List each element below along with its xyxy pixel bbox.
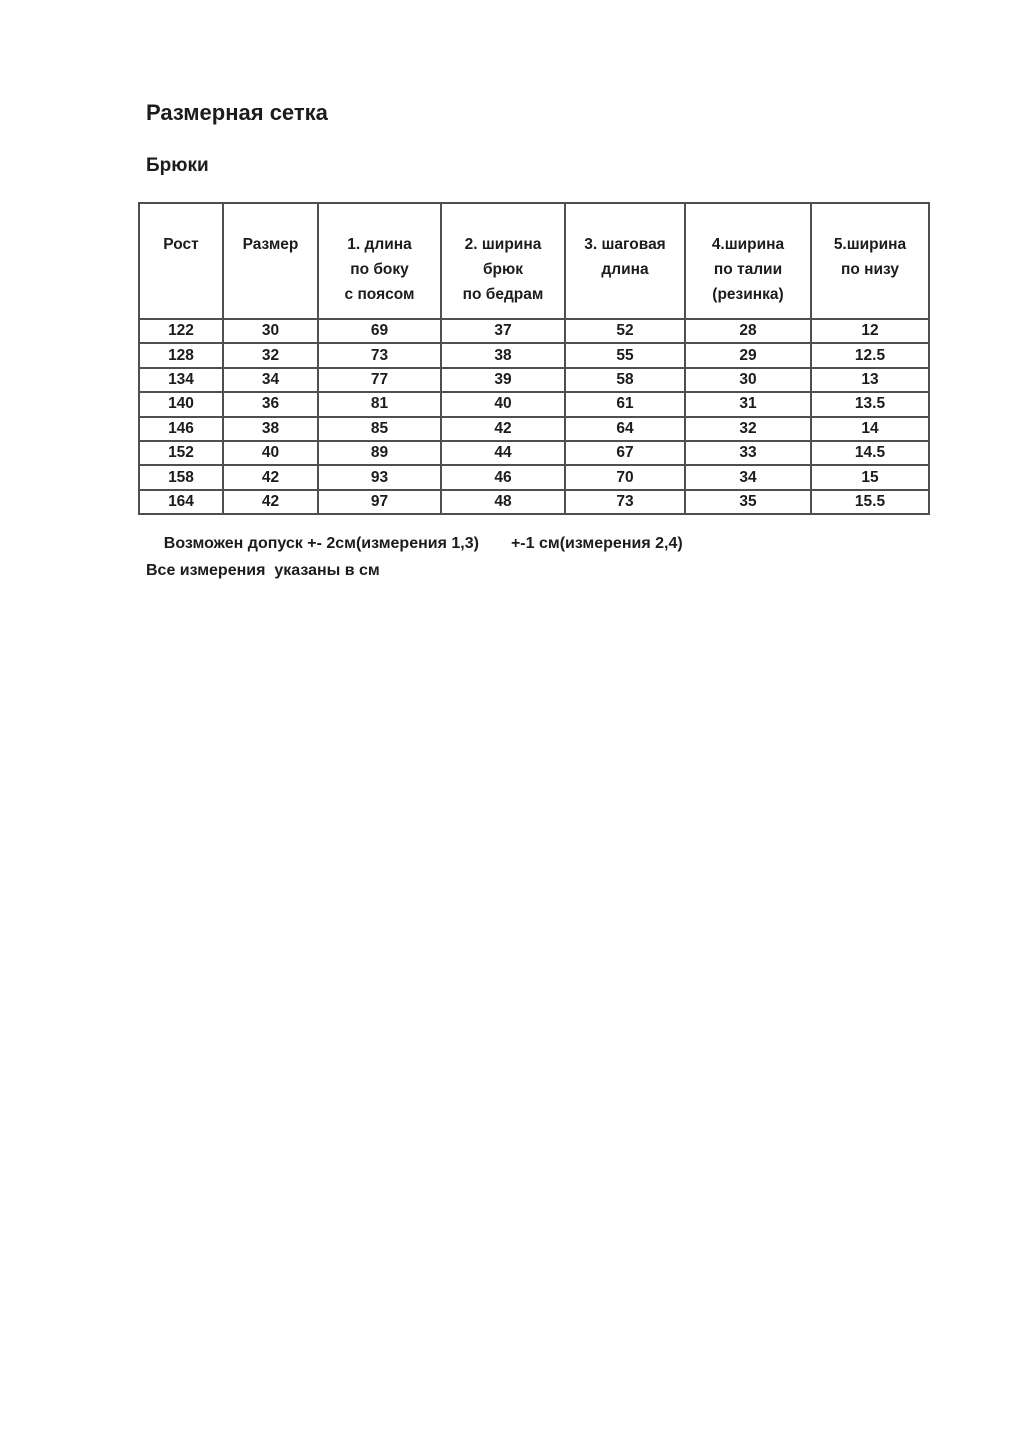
table-cell: 33 <box>685 441 811 465</box>
table-cell: 44 <box>441 441 565 465</box>
table-row <box>139 392 929 416</box>
table-cell: 67 <box>565 441 685 465</box>
table-cell: 158 <box>139 465 223 489</box>
page-title: Размерная сетка <box>146 100 328 125</box>
table-row <box>139 319 929 343</box>
table-row <box>139 441 929 465</box>
table-cell: 37 <box>441 319 565 343</box>
table-cell: 15.5 <box>811 490 929 514</box>
table-cell: 77 <box>318 368 441 392</box>
table-cell: 52 <box>565 319 685 343</box>
table-cell: 34 <box>685 465 811 489</box>
table-cell: 58 <box>565 368 685 392</box>
column-header: 5.ширина по низу <box>811 203 929 319</box>
table-cell: 73 <box>565 490 685 514</box>
table-cell: 152 <box>139 441 223 465</box>
table-cell: 42 <box>223 490 318 514</box>
table-cell: 15 <box>811 465 929 489</box>
table-cell: 12 <box>811 319 929 343</box>
table-cell: 40 <box>441 392 565 416</box>
table-cell: 29 <box>685 343 811 367</box>
table-cell: 30 <box>223 319 318 343</box>
column-header: Размер <box>223 203 318 319</box>
table-cell: 32 <box>223 343 318 367</box>
column-header: 2. ширина брюк по бедрам <box>441 203 565 319</box>
table-cell: 70 <box>565 465 685 489</box>
table-cell: 38 <box>441 343 565 367</box>
table-cell: 48 <box>441 490 565 514</box>
table-cell: 31 <box>685 392 811 416</box>
column-header: Рост <box>139 203 223 319</box>
table-cell: 34 <box>223 368 318 392</box>
tolerance-note-measures-2-4: +-1 см(измерения 2,4) <box>510 535 683 552</box>
table-cell: 73 <box>318 343 441 367</box>
table-row <box>139 343 929 367</box>
table-cell: 55 <box>565 343 685 367</box>
table-cell: 134 <box>139 368 223 392</box>
table-cell: 38 <box>223 417 318 441</box>
table-cell: 69 <box>318 319 441 343</box>
table-cell: 122 <box>139 319 223 343</box>
table-cell: 14 <box>811 417 929 441</box>
table-cell: 35 <box>685 490 811 514</box>
column-header: 3. шаговая длина <box>565 203 685 319</box>
table-cell: 61 <box>565 392 685 416</box>
table-cell: 14.5 <box>811 441 929 465</box>
size-table <box>138 202 930 515</box>
units-note: Все измерения указаны в см <box>146 562 380 579</box>
table-row <box>139 368 929 392</box>
table-cell: 13.5 <box>811 392 929 416</box>
table-cell: 146 <box>139 417 223 441</box>
table-cell: 30 <box>685 368 811 392</box>
table-cell: 64 <box>565 417 685 441</box>
table-cell: 164 <box>139 490 223 514</box>
table-cell: 128 <box>139 343 223 367</box>
section-title-trousers: Брюки <box>146 155 209 176</box>
tolerance-note-measures-1-3: Возможен допуск +- 2см(измерения 1,3) <box>163 535 479 552</box>
table-cell: 32 <box>685 417 811 441</box>
table-cell: 42 <box>223 465 318 489</box>
table-cell: 81 <box>318 392 441 416</box>
table-header-row <box>139 203 929 319</box>
table-cell: 39 <box>441 368 565 392</box>
table-cell: 12.5 <box>811 343 929 367</box>
column-header: 1. длина по боку с поясом <box>318 203 441 319</box>
table-cell: 93 <box>318 465 441 489</box>
column-header: 4.ширина по талии (резинка) <box>685 203 811 319</box>
table-cell: 42 <box>441 417 565 441</box>
table-cell: 140 <box>139 392 223 416</box>
table-cell: 40 <box>223 441 318 465</box>
table-row <box>139 417 929 441</box>
table-cell: 46 <box>441 465 565 489</box>
table-row <box>139 465 929 489</box>
table-row <box>139 490 929 514</box>
table-cell: 13 <box>811 368 929 392</box>
table-cell: 85 <box>318 417 441 441</box>
table-cell: 36 <box>223 392 318 416</box>
table-cell: 89 <box>318 441 441 465</box>
table-cell: 97 <box>318 490 441 514</box>
table-cell: 28 <box>685 319 811 343</box>
